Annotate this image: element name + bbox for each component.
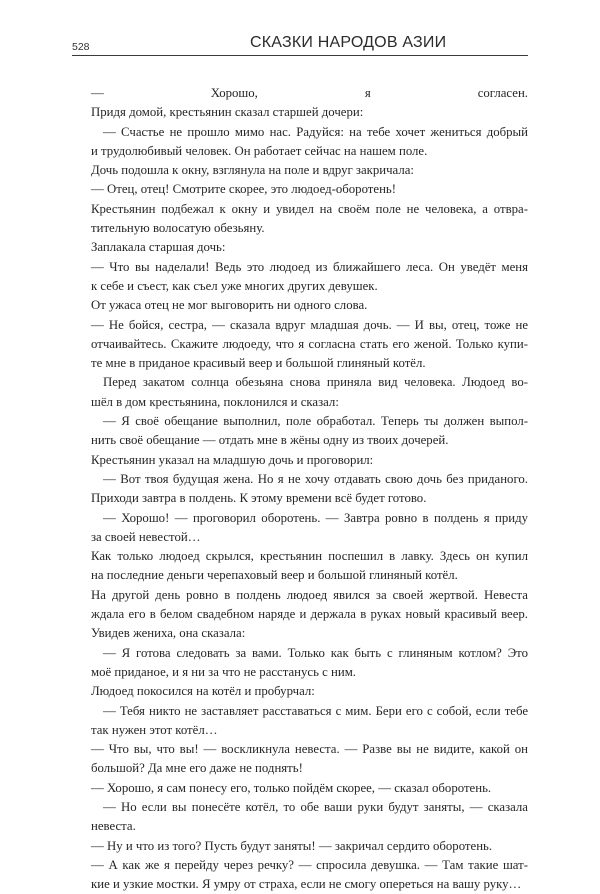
text-line: — Отец, отец! Смотрите скорее, это людоед-оборотень! xyxy=(91,182,397,197)
text-line: шёл в дом крестьянина, поклонился и сказал: xyxy=(91,394,339,409)
text-line: Заплакала старшая дочь: xyxy=(91,240,226,255)
header-rule xyxy=(72,55,528,56)
text-line: — Я своё обещание выполнил, поле обработал. Теперь ты должен выпол- xyxy=(103,414,528,429)
text-line: — Не бойся, сестра, — сказала вдруг младшая дочь. — И вы, отец, тоже не xyxy=(91,317,528,332)
text-line: — Что вы, что вы! — воскликнула невеста. — Разве вы не видите, какой он xyxy=(91,742,528,757)
page-header xyxy=(72,28,528,56)
text-line: — Вот твоя будущая жена. Но я не хочу отдавать свою дочь без приданого. xyxy=(103,471,528,486)
text-line: отчаивайтесь. Скажите людоеду, что я согласна стать его женой. Только купи- xyxy=(91,336,528,351)
text-line: — Но если вы понесёте котёл, то обе ваши руки будут заняты, — сказала xyxy=(103,799,528,814)
text-line: На другой день ровно в полдень людоед явился за своей жертвой. Невеста xyxy=(91,587,528,602)
text-line: Как только людоед скрылся, крестьянин поспешил в лавку. Здесь он купил xyxy=(91,549,528,564)
text-line: за своей невестой… xyxy=(91,529,201,544)
text-line: Крестьянин подбежал к окну и увидел на своём поле не человека, а отвра- xyxy=(91,201,528,216)
text-line: — Что вы наделали! Ведь это людоед из ближайшего леса. Он уведёт меня xyxy=(91,259,528,274)
text-line: ждала его в белом свадебном наряде и держала в руках новый красивый веер. xyxy=(91,607,528,622)
text-line: тительную волосатую обезьяну. xyxy=(91,221,265,236)
text-line: Дочь подошла к окну, взглянула на поле и вдруг закричала: xyxy=(91,163,414,178)
text-line: большой? Да мне его даже не поднять! xyxy=(91,761,303,776)
text-line: — Хорошо! — проговорил оборотень. — Завтра ровно в полдень я приду xyxy=(103,510,528,525)
text-line: Приходи завтра в полдень. К этому времени всё будет готово. xyxy=(91,491,427,506)
text-line: Увидев жениха, она сказала: xyxy=(91,626,246,641)
text-line: Крестьянин указал на младшую дочь и проговорил: xyxy=(91,452,374,467)
text-line: — Хорошо, я сам понесу его, только пойдём скорее, — сказал оборотень. xyxy=(91,780,492,795)
text-line: на последние деньги черепаховый веер и большой глиняный котёл. xyxy=(91,568,458,583)
text-line: Придя домой, крестьянин сказал старшей дочери: xyxy=(91,105,364,120)
text-line: те мне в приданое красивый веер и большой глиняный котёл. xyxy=(91,356,426,371)
text-line: — Хорошо, я согласен. xyxy=(91,86,528,100)
text-line: кие и узкие мостки. Я умру от страха, если не смогу опереться на вашу руку… xyxy=(91,877,522,892)
text-line: От ужаса отец не мог выговорить ни одного слова. xyxy=(91,298,368,313)
text-body xyxy=(91,84,528,894)
text-line: так нужен этот котёл… xyxy=(91,722,218,737)
text-line: моё приданое, и я ни за что не расстанусь с ним. xyxy=(91,664,356,679)
text-line: и трудолюбивый человек. Он работает сейчас на нашем поле. xyxy=(91,143,428,158)
running-title: СКАЗКИ НАРОДОВ АЗИИ xyxy=(250,34,447,51)
text-line: Перед закатом солнца обезьяна снова приняла вид человека. Людоед во- xyxy=(103,375,528,390)
text-line: — Счастье не прошло мимо нас. Радуйся: на тебе хочет жениться добрый xyxy=(103,124,528,139)
text-line: нить своё обещание — отдать мне в жёны одну из твоих дочерей. xyxy=(91,433,449,448)
text-line: — Тебя никто не заставляет расставаться с мим. Бери его с собой, если тебе xyxy=(103,703,528,718)
text-line: Людоед покосился на котёл и пробурчал: xyxy=(91,684,315,699)
text-line: — Ну и что из того? Пусть будут заняты! — закричал сердито оборотень. xyxy=(91,838,493,853)
text-line: к себе и съест, как съел уже многих других девушек. xyxy=(91,278,378,293)
text-line: — А как же я перейду через речку? — спросила девушка. — Там такие шат- xyxy=(91,857,528,872)
text-line: — Я готова следовать за вами. Только как быть с глиняным котлом? Это xyxy=(103,645,528,660)
text-line: невеста. xyxy=(91,819,136,834)
page-number: 528 xyxy=(72,41,90,53)
